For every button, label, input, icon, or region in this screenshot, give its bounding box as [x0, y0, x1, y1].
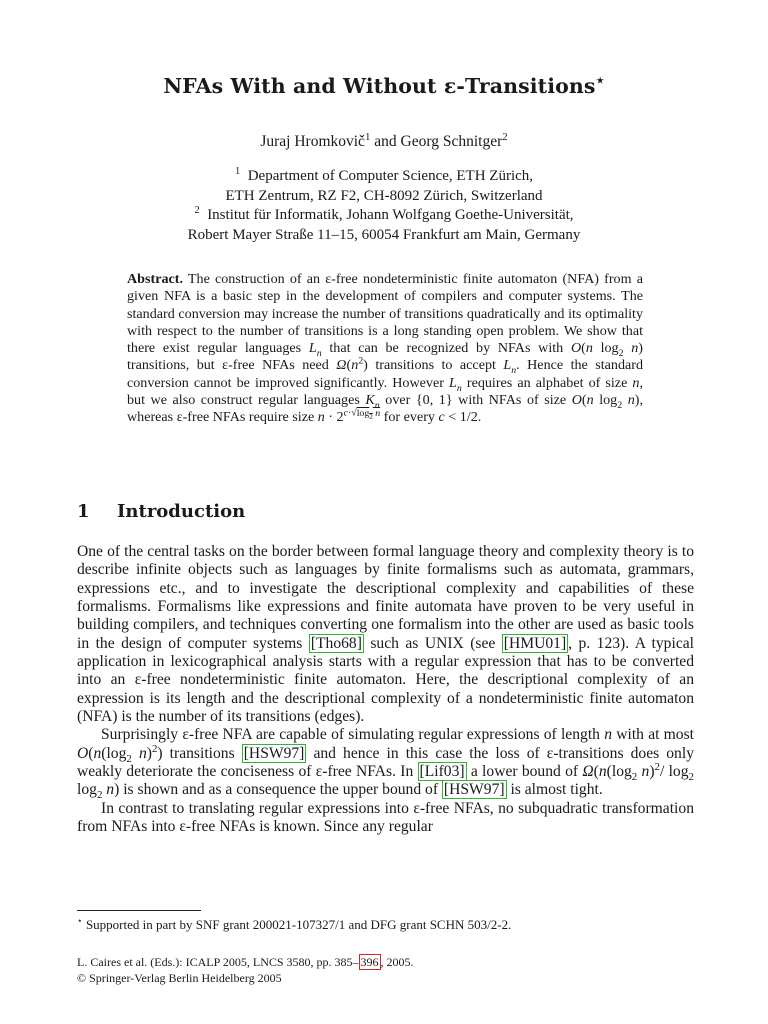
- paragraph-3: In contrast to translating regular expressions into ε-free NFAs, no subquadratic transformation from NFAs into ε-free NFAs is known. Since any regular: [77, 799, 694, 836]
- author-1: Juraj Hromkovič: [260, 133, 365, 150]
- p1-text-a: One of the central tasks on the border between formal language theory and complexity theory is to describe infinite objects such as languages by finite formalisms such as automata, grammars, expressions etc., and to investigate the descriptional complexity and capabilities of these formalisms. Formalisms like expressions and finite automata have proven to be very useful in building compilers, and techniques converting one formalism into the other are used as basic tools in the design of computer systems: [77, 543, 694, 652]
- paragraph-1: [77, 543, 694, 726]
- title-footnote-mark: ⋆: [595, 73, 605, 90]
- page-ref-link[interactable]: 396: [360, 955, 379, 969]
- author-2: Georg Schnitger: [400, 133, 503, 150]
- p2-text-e: a lower bound of: [466, 763, 583, 781]
- affiliation-2-line-2: Robert Mayer Straße 11–15, 60054 Frankfurt am Main, Germany: [187, 226, 581, 243]
- citation-hsw97-2[interactable]: [HSW97]: [443, 781, 505, 799]
- author-line: [0, 130, 768, 151]
- paper-title: [0, 74, 768, 98]
- footnote-rule: [77, 910, 201, 911]
- abstract-text-12: .: [477, 409, 482, 426]
- abstract-text-11: for every: [380, 409, 439, 426]
- abstract-text-1: The construction of an ε-free nondeterministic finite automaton (NFA) from a given NFA is a basic step in the development of compilers and computer systems. The standard conversion may increase the number of transitions quadratically and its optimality with respect to the number of transitions is a long standing open problem. We show that there exist regular languages: [127, 271, 643, 357]
- abstract-text-8: over: [379, 392, 416, 409]
- abstract-text-9: with NFAs of size: [452, 392, 572, 409]
- paragraph-2: Surprisingly ε-free NFA are capable of simulating regular expressions of length n with at most $O(n(\log_2$ n)$^2$) transitions [HSW97] and hence in this case the loss of ε-transitions does only weakly deteriorate the conciseness of ε-free NFAs. In [Lif03] a lower bound of $\Omega(n(\log_2$ n)$^2$/ $\log_2 \log_2 n$) is shown and as a consequence the upper bound of [HSW97] is almost tight.: [77, 726, 695, 802]
- p2-text-f: is shown and as a consequence the upper bound of: [119, 781, 442, 799]
- author-2-affil: 2: [502, 130, 508, 143]
- pubinfo-line-2: © Springer-Verlag Berlin Heidelberg 2005: [77, 970, 282, 985]
- abstract-text-6: requires an alphabet of size: [461, 374, 633, 391]
- abstract-text-2: that can be recognized by NFAs with: [321, 340, 571, 357]
- p2-text-c: transitions: [162, 744, 242, 762]
- section-title: Introduction: [117, 501, 246, 522]
- p1-text-c: , p. 123). A typical application in lexicographical analysis starts with a regular expression that has to be converted into an ε-free nondeterministic finite automaton. Here, the descriptional complexity of an expression is its length and the descriptional complexity of a nondeterministic finite automaton (NFA) is the number of its transitions (edges).: [77, 634, 694, 726]
- p2-text-d: and hence in this case the loss of ε-transitions does only weakly deteriorate the conciseness of ε-free NFAs. In: [77, 744, 694, 781]
- citation-hmu01[interactable]: [HMU01]: [503, 634, 567, 652]
- section-heading: [77, 501, 245, 522]
- author-1-affil: 1: [364, 130, 371, 143]
- abstract-label: Abstract.: [127, 271, 183, 287]
- affiliation-1-line-1: [0, 167, 768, 187]
- affiliation-2-line-1: [0, 206, 768, 226]
- author-and: and: [370, 133, 401, 150]
- publication-info: [77, 955, 414, 986]
- abstract-text-4: transitions to accept: [367, 357, 504, 374]
- p2-text-b: with at most: [612, 726, 695, 744]
- affiliation-2-mark: 2: [194, 205, 200, 217]
- p1-text-b: such as UNIX (see: [363, 634, 502, 652]
- abstract: Abstract. The construction of an ε-free nondeterministic finite automaton (NFA) from a given NFA is a basic step in the development of compilers and computer systems. The standard conversion may increase the number of transitions quadratically and its optimality with respect to the number of transitions is a long standing open problem. We show that there exist regular languages $L_n$ that can be recognized by NFAs with O(n $\log_2 n$) transitions, but ε-free NFAs need $\Omega(n^2)$ transitions to accept $L_n$. Hence the standard conversion cannot be improved significantly. However $L_n$ requires an alphabet of size n, but we also construct regular languages $K_n$ over {0, 1} with NFAs of size O(n $\log_2 n$), whereas ε-free NFAs require size $n \cdot 2^{c\cdot√log_2 n}$ for every c < 1/2.: [127, 271, 643, 426]
- title-text: NFAs With and Without ε-Transitions: [163, 74, 596, 98]
- section-number: 1: [77, 501, 90, 522]
- citation-tho68[interactable]: [Tho68]: [310, 634, 362, 652]
- citation-lif03[interactable]: [Lif03]: [419, 763, 465, 781]
- footnote-text: Supported in part by SNF grant 200021-107327/1 and DFG grant SCHN 503/2-2.: [82, 917, 512, 932]
- affiliation-1-text-1: Department of Computer Science, ETH Zürich,: [247, 168, 534, 184]
- pubinfo-line-1: [77, 955, 414, 971]
- citation-hsw97[interactable]: [HSW97]: [243, 744, 305, 762]
- footnote-mark: ⋆: [77, 915, 83, 926]
- pubinfo-text-b: , 2005.: [380, 955, 414, 969]
- abstract-text-3: transitions, but ε-free NFAs need: [127, 357, 337, 374]
- abstract-text-5: . Hence the standard conversion cannot be improved significantly. However: [127, 357, 643, 391]
- p2-text-g: is almost tight.: [506, 781, 603, 799]
- p2-text-a: Surprisingly ε-free NFA are capable of simulating regular expressions of length: [101, 726, 605, 744]
- footnote: [77, 917, 511, 933]
- body-text: [77, 543, 694, 837]
- pubinfo-text-a: L. Caires et al. (Eds.): ICALP 2005, LNCS 3580, pp. 385–: [77, 955, 359, 969]
- affiliation-2-text-1: Institut für Informatik, Johann Wolfgang Goethe-Universität,: [207, 207, 574, 224]
- abstract-text-7: , but we also construct regular languages: [127, 374, 643, 409]
- abstract-text-10: , whereas ε-free NFAs require size: [127, 392, 643, 426]
- affiliation-1-mark: 1: [234, 166, 241, 177]
- affiliations: [0, 167, 768, 245]
- affiliation-1-line-2: ETH Zentrum, RZ F2, CH-8092 Zürich, Switzerland: [225, 187, 543, 204]
